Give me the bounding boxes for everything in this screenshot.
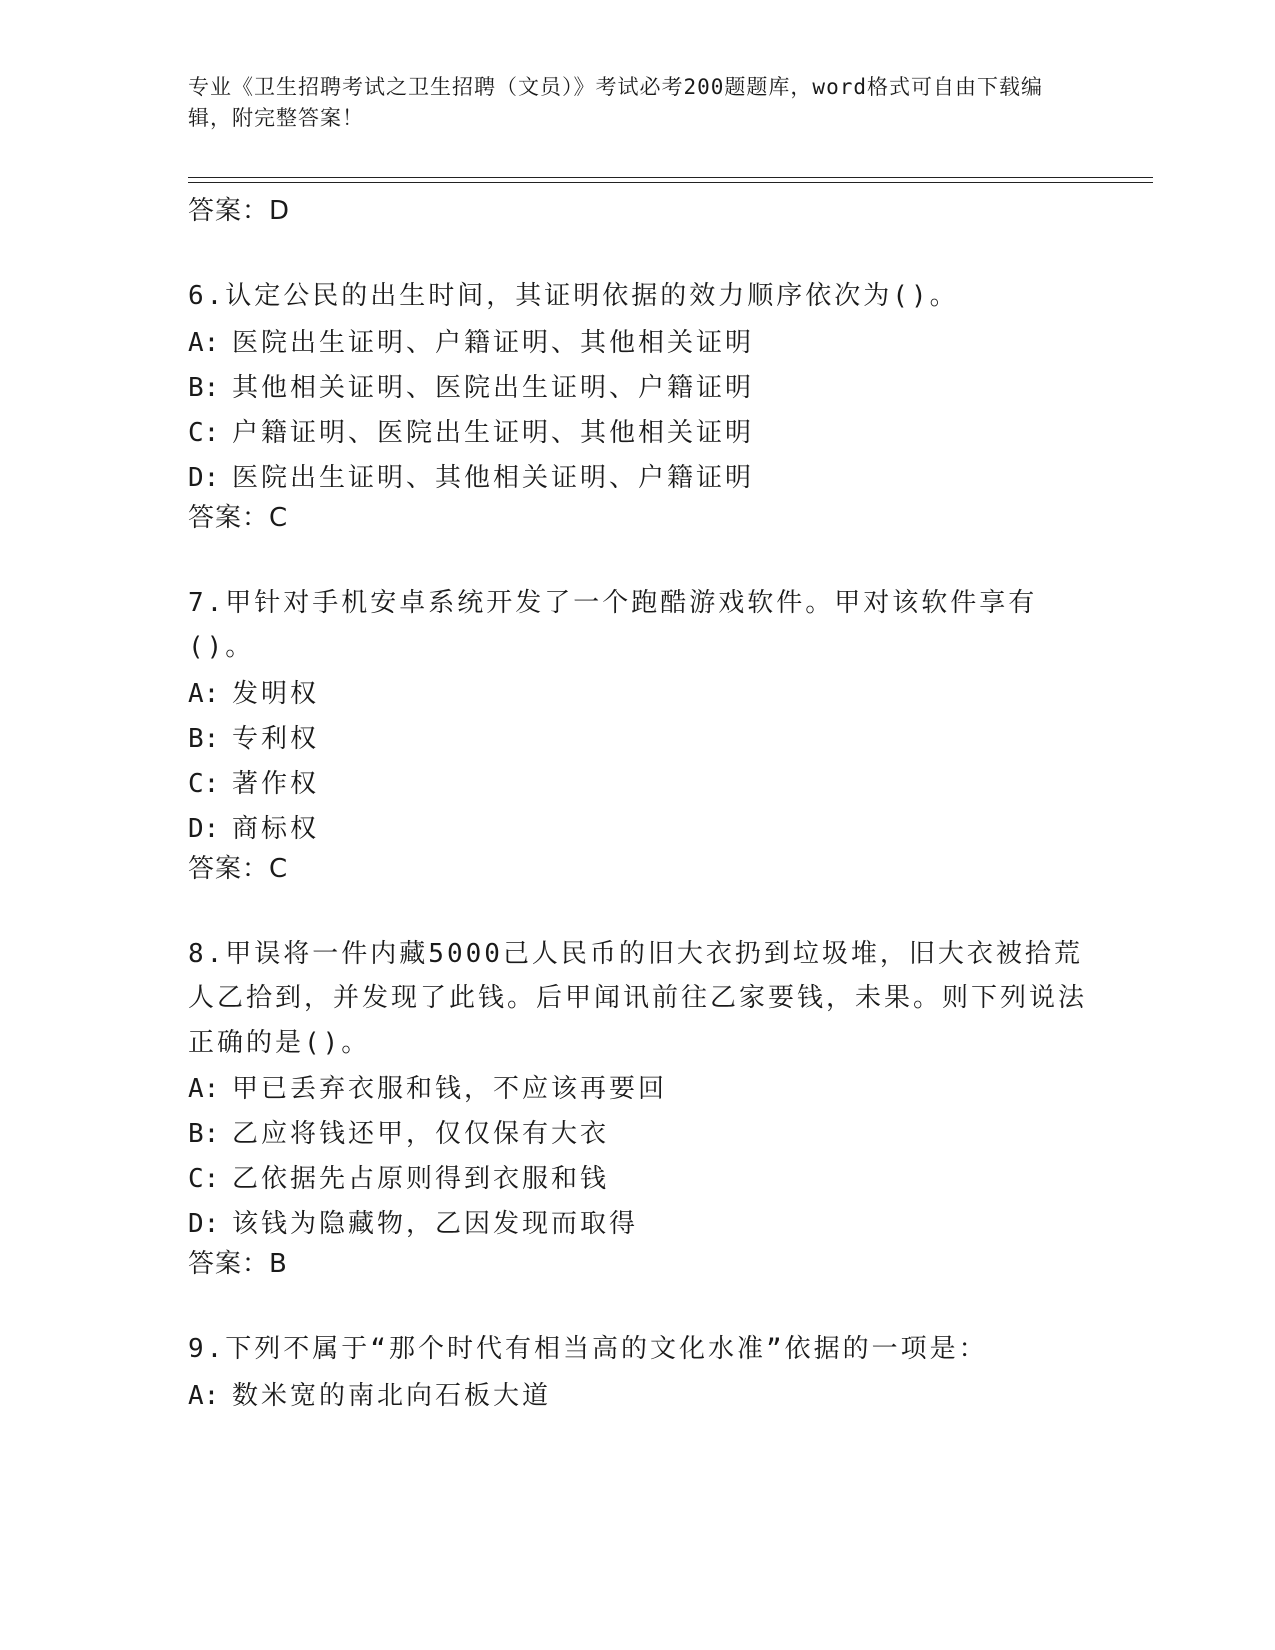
- document-header: 专业《卫生招聘考试之卫生招聘（文员）》考试必考200题题库，word格式可自由下载编辑，附完整答案！: [188, 75, 1043, 130]
- question-stem: 6.认定公民的出生时间，其证明依据的效力顺序依次为()。: [188, 281, 959, 311]
- option-letter: A:: [188, 1074, 220, 1104]
- option-text: 该钱为隐藏物，乙因发现而取得: [232, 1209, 639, 1239]
- option-text: 户籍证明、医院出生证明、其他相关证明: [232, 417, 755, 448]
- option-letter: D:: [188, 1209, 220, 1239]
- option-d: [188, 456, 1088, 501]
- option-text: 商标权: [232, 813, 320, 844]
- option-letter: A:: [188, 1380, 220, 1411]
- option-c: [188, 762, 1088, 807]
- question-7: [188, 581, 1088, 886]
- option-b: [188, 1112, 1088, 1157]
- option-text: 乙应将钱还甲，仅仅保有大衣: [232, 1119, 610, 1149]
- option-letter: B:: [188, 723, 220, 754]
- question-9: [188, 1327, 1088, 1419]
- option-text: 其他相关证明、医院出生证明、户籍证明: [232, 372, 755, 403]
- option-text: 甲已丢弃衣服和钱，不应该再要回: [232, 1074, 668, 1104]
- option-text: 医院出生证明、户籍证明、其他相关证明: [232, 327, 755, 358]
- answer: 答案：C: [188, 502, 289, 533]
- option-letter: C:: [188, 417, 220, 448]
- question-6: [188, 274, 1088, 535]
- document-content: [188, 194, 1088, 1419]
- question-8: [188, 932, 1088, 1282]
- option-text: 专利权: [232, 723, 320, 754]
- option-letter: D:: [188, 462, 220, 493]
- option-a: [188, 321, 1088, 366]
- option-letter: C:: [188, 1164, 220, 1194]
- question-stem: 7.甲针对手机安卓系统开发了一个跑酷游戏软件。甲对该软件享有()。: [188, 587, 1038, 662]
- option-text: 发明权: [232, 678, 320, 709]
- option-letter: D:: [188, 813, 220, 844]
- option-letter: B:: [188, 372, 220, 403]
- option-c: [188, 411, 1088, 456]
- question-stem: 8.甲误将一件内藏5000己人民币的旧大衣扔到垃圾堆，旧大衣被拾荒人乙拾到，并发现了此钱。后甲闻讯前往乙家要钱，未果。则下列说法正确的是()。: [188, 938, 1088, 1058]
- option-a: [188, 1067, 1088, 1112]
- header-divider-top: [188, 177, 1153, 178]
- answer-prev: 答案：D: [188, 196, 291, 226]
- option-b: [188, 717, 1088, 762]
- option-c: [188, 1157, 1088, 1202]
- option-letter: C:: [188, 768, 220, 799]
- option-d: [188, 807, 1088, 852]
- option-b: [188, 366, 1088, 411]
- option-text: 乙依据先占原则得到衣服和钱: [232, 1164, 610, 1194]
- answer: 答案：C: [188, 853, 289, 884]
- option-a: [188, 672, 1088, 717]
- header-divider-bottom: [188, 182, 1153, 183]
- option-text: 医院出生证明、其他相关证明、户籍证明: [232, 462, 755, 493]
- answer: 答案：B: [188, 1249, 288, 1279]
- option-letter: A:: [188, 327, 220, 358]
- option-letter: A:: [188, 678, 220, 709]
- option-letter: B:: [188, 1119, 220, 1149]
- option-d: [188, 1202, 1088, 1247]
- option-text: 数米宽的南北向石板大道: [232, 1380, 552, 1411]
- option-text: 著作权: [232, 768, 320, 799]
- option-a: [188, 1374, 1088, 1419]
- question-stem: 9.下列不属于“那个时代有相当高的文化水准”依据的一项是：: [188, 1334, 988, 1364]
